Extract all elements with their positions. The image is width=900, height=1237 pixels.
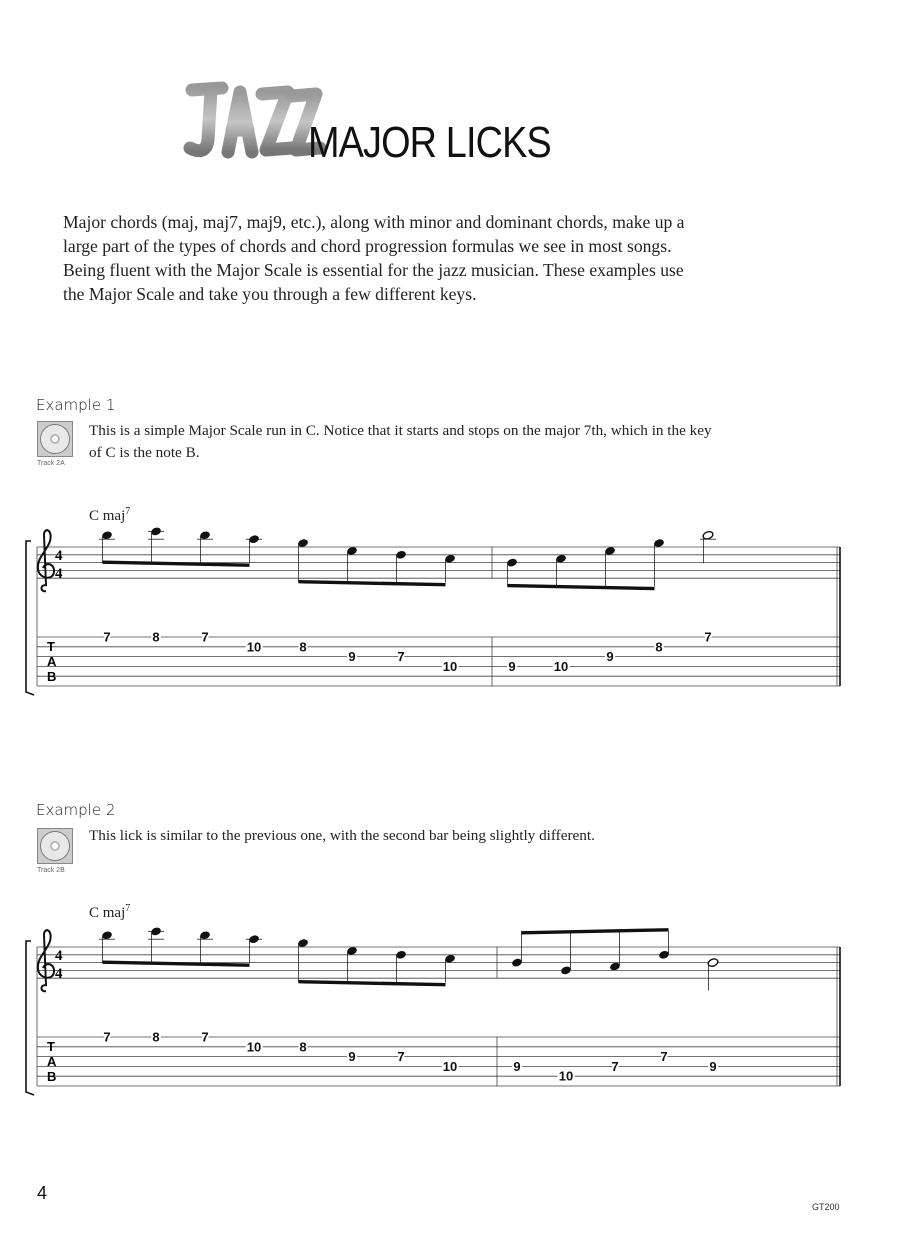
beam bbox=[299, 982, 446, 985]
intro-line: Major chords (maj, maj7, maj9, etc.), along with minor and dominant chords, make up a bbox=[63, 212, 685, 232]
tab-fret-number: 9 bbox=[709, 1058, 717, 1074]
intro-line: Being fluent with the Major Scale is essential for the jazz musician. These examples use bbox=[63, 260, 684, 280]
caption-line: This lick is similar to the previous one, with the second bar being slightly different. bbox=[89, 827, 595, 844]
catalog-code: GT200 bbox=[812, 1202, 840, 1212]
tab-fret-number: 10 bbox=[558, 1068, 574, 1084]
tab-fret-number: 10 bbox=[553, 658, 569, 674]
tab-fret-number: 7 bbox=[397, 1049, 405, 1065]
tab-fret-number: 8 bbox=[299, 1039, 307, 1055]
example-2-caption bbox=[89, 825, 595, 847]
tab-fret-number: 7 bbox=[660, 1049, 668, 1065]
example-1-caption bbox=[89, 420, 712, 464]
logo-stroke bbox=[262, 92, 292, 150]
tab-fret-number: 8 bbox=[655, 639, 663, 655]
tab-fret-number: 9 bbox=[348, 649, 356, 665]
tab-clef-letter: B bbox=[47, 669, 57, 684]
time-signature-bottom: 4 bbox=[55, 966, 63, 982]
track-label: Track 2A bbox=[37, 460, 65, 467]
example-2-label: Example 2 bbox=[36, 801, 116, 819]
chord-root: C bbox=[89, 905, 100, 921]
tab-clef-letter: A bbox=[47, 654, 57, 669]
tab-fret-number: 7 bbox=[103, 1029, 111, 1045]
logo-stroke bbox=[228, 92, 252, 152]
tab-fret-number: 7 bbox=[201, 629, 209, 645]
intro-line: the Major Scale and take you through a few different keys. bbox=[63, 284, 477, 304]
example-1-label: Example 1 bbox=[36, 396, 116, 414]
chord-extension: 7 bbox=[125, 903, 131, 914]
tab-fret-number: 9 bbox=[513, 1058, 521, 1074]
chord-quality: maj bbox=[102, 508, 126, 524]
system-bracket bbox=[26, 541, 34, 695]
intro-paragraph bbox=[63, 210, 843, 306]
logo-stroke bbox=[190, 88, 222, 151]
tab-clef-letter: T bbox=[47, 639, 55, 654]
intro-line: large part of the types of chords and chord progression formulas we see in most songs. bbox=[63, 236, 672, 256]
treble-clef-icon bbox=[38, 530, 54, 591]
tab-fret-number: 7 bbox=[704, 629, 712, 645]
tab-fret-number: 10 bbox=[246, 639, 262, 655]
notation-system-2 bbox=[0, 900, 900, 1130]
tab-clef-letter: T bbox=[47, 1039, 55, 1054]
tab-fret-number: 10 bbox=[442, 658, 458, 674]
tab-fret-number: 7 bbox=[201, 1029, 209, 1045]
cd-track-icon bbox=[37, 421, 73, 457]
tab-fret-number: 7 bbox=[397, 649, 405, 665]
tab-fret-number: 9 bbox=[606, 649, 614, 665]
tab-fret-number: 9 bbox=[508, 658, 516, 674]
time-signature-top: 4 bbox=[55, 548, 63, 564]
chord-extension: 7 bbox=[125, 506, 131, 517]
tab-fret-number: 9 bbox=[348, 1049, 356, 1065]
time-signature-bottom: 4 bbox=[55, 566, 63, 582]
caption-line: of C is the note B. bbox=[89, 444, 200, 461]
system-bracket bbox=[26, 941, 34, 1095]
tab-clef-letter: A bbox=[47, 1054, 57, 1069]
tab-fret-number: 8 bbox=[152, 629, 160, 645]
page-number: 4 bbox=[37, 1183, 48, 1203]
time-signature-top: 4 bbox=[55, 948, 63, 964]
beam bbox=[299, 582, 446, 585]
tab-fret-number: 8 bbox=[299, 639, 307, 655]
beam bbox=[522, 930, 669, 933]
tab-fret-number: 7 bbox=[611, 1058, 619, 1074]
tab-fret-number: 8 bbox=[152, 1029, 160, 1045]
chord-root: C bbox=[89, 508, 100, 524]
track-label: Track 2B bbox=[37, 867, 65, 874]
page-title: MAJOR LICKS bbox=[308, 118, 551, 167]
tab-clef-letter: B bbox=[47, 1069, 57, 1084]
beam bbox=[508, 586, 655, 589]
caption-line: This is a simple Major Scale run in C. Notice that it starts and stops on the major 7th, which in the key bbox=[89, 422, 712, 439]
tab-fret-number: 10 bbox=[442, 1058, 458, 1074]
cd-track-icon bbox=[37, 828, 73, 864]
chord-quality: maj bbox=[102, 905, 126, 921]
treble-clef-icon bbox=[38, 930, 54, 991]
notation-system-1 bbox=[0, 500, 900, 730]
tab-fret-number: 10 bbox=[246, 1039, 262, 1055]
tab-fret-number: 7 bbox=[103, 629, 111, 645]
